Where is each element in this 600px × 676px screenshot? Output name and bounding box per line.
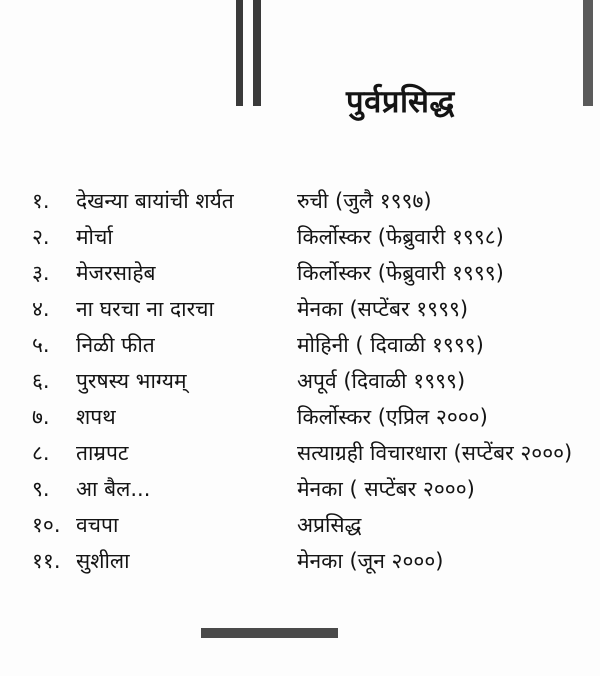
item-publication: मोहिनी ( दिवाळी १९९९): [297, 333, 484, 357]
item-publication: मेनका ( सप्टेंबर २०००): [297, 477, 475, 501]
list-item: [32, 438, 592, 474]
item-title: वचपा: [76, 513, 119, 537]
decorative-divider: [201, 628, 338, 638]
item-number: २.: [32, 225, 50, 249]
list-item: [32, 366, 592, 402]
list-item: [32, 546, 592, 582]
list-item: [32, 258, 592, 294]
item-number: ८.: [32, 441, 50, 465]
item-publication: रुची (जुलै १९९७): [297, 189, 432, 213]
list-item: [32, 402, 592, 438]
item-publication: अपूर्व (दिवाळी १९९९): [297, 369, 466, 393]
item-title: ताम्रपट: [76, 441, 129, 465]
item-number: ६.: [32, 369, 50, 393]
decorative-bar-left-2: [253, 0, 261, 106]
item-number: ४.: [32, 297, 50, 321]
item-title: पुरषस्य भाग्यम्: [76, 369, 187, 393]
item-publication: किर्लोस्कर (फेब्रुवारी १९९९): [297, 261, 504, 285]
item-number: ७.: [32, 405, 50, 429]
list-item: [32, 474, 592, 510]
item-title: मोर्चा: [76, 225, 113, 249]
item-number: १०.: [32, 513, 61, 537]
decorative-bar-left-1: [236, 0, 243, 106]
list-item: [32, 222, 592, 258]
item-number: ९.: [32, 477, 50, 501]
item-publication: अप्रसिद्ध: [297, 513, 362, 537]
item-title: मेजरसाहेब: [76, 261, 156, 285]
item-title: निळी फीत: [76, 333, 155, 357]
item-title: सुशीला: [76, 549, 130, 573]
item-publication: मेनका (जून २०००): [297, 549, 444, 573]
page-title: पुर्वप्रसिद्ध: [346, 84, 455, 120]
list-item: [32, 330, 592, 366]
item-publication: किर्लोस्कर (एप्रिल २०००): [297, 405, 488, 429]
list-item: [32, 186, 592, 222]
list-item: [32, 294, 592, 330]
item-number: ५.: [32, 333, 50, 357]
item-title: आ बैल...: [76, 477, 151, 501]
item-number: ११.: [32, 549, 61, 573]
item-number: १.: [32, 189, 50, 213]
item-publication: मेनका (सप्टेंबर १९९९): [297, 297, 469, 321]
item-publication: सत्याग्रही विचारधारा (सप्टेंबर २०००): [297, 441, 573, 465]
item-number: ३.: [32, 261, 50, 285]
item-title: देखन्या बायांची शर्यत: [76, 189, 234, 213]
item-title: ना घरचा ना दारचा: [76, 297, 214, 321]
item-title: शपथ: [76, 405, 116, 429]
list-item: [32, 510, 592, 546]
decorative-bar-right: [583, 0, 593, 106]
item-publication: किर्लोस्कर (फेब्रुवारी १९९८): [297, 225, 504, 249]
publication-list: [32, 186, 592, 582]
